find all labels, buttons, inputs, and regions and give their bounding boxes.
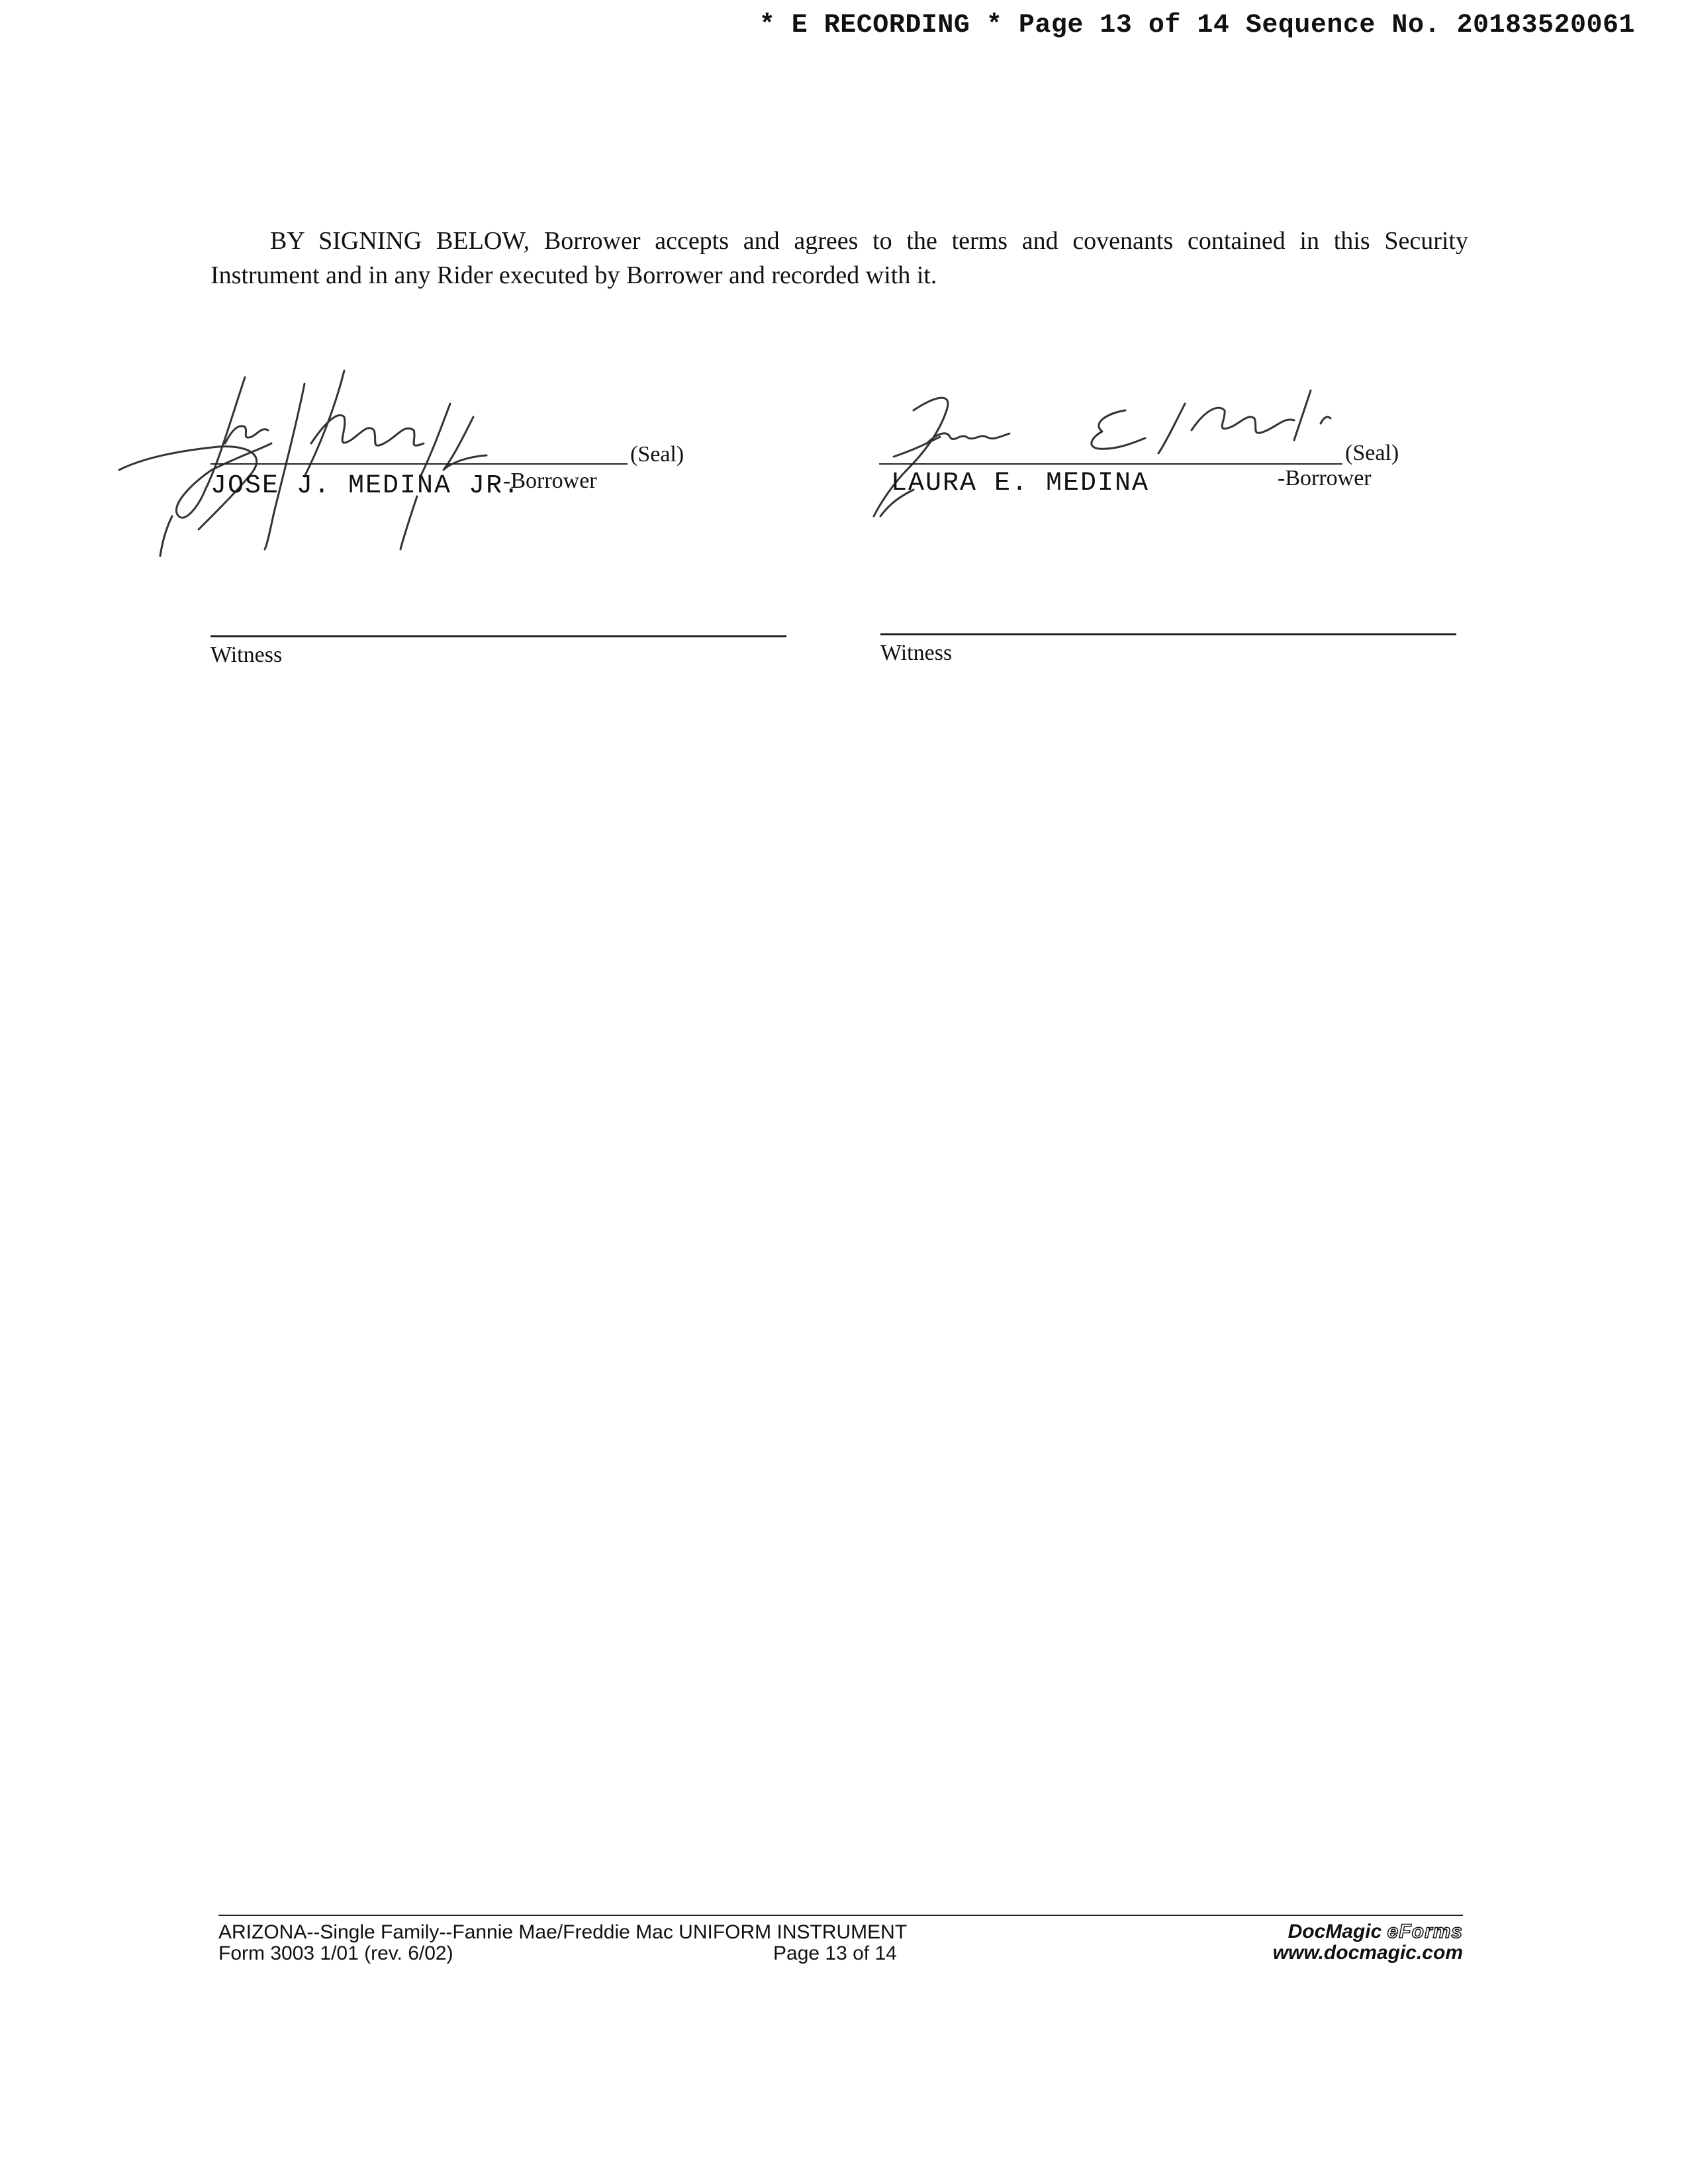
- borrower-signature-block-1: [106, 357, 702, 556]
- borrower-name-1: JOSE J. MEDINA JR.: [211, 471, 521, 501]
- signing-statement: [211, 224, 1468, 293]
- witness-block-2: [880, 633, 1463, 666]
- handwritten-signature-1: [106, 357, 702, 556]
- brand-url: www.docmagic.com: [1272, 1942, 1463, 1964]
- signature-line-2: [879, 463, 1342, 465]
- seal-label-1: (Seal): [630, 442, 684, 467]
- borrower-name-2: LAURA E. MEDINA: [891, 469, 1150, 498]
- footer-page-number: Page 13 of 14: [773, 1942, 897, 1964]
- signing-statement-line-2: Instrument and in any Rider executed by Borrower and recorded with it.: [211, 261, 937, 289]
- footer-form-number: Form 3003 1/01 (rev. 6/02): [218, 1942, 453, 1964]
- borrower-role-1: -Borrower: [503, 469, 597, 493]
- witness-block-1: [211, 635, 793, 668]
- witness-label-2: Witness: [880, 641, 953, 665]
- brand-name: DocMagic: [1288, 1921, 1382, 1942]
- page-footer: [218, 1915, 1463, 1969]
- brand-eforms-logo: eForms: [1387, 1921, 1463, 1942]
- witness-label-1: Witness: [211, 643, 283, 667]
- footer-brand: [1273, 1921, 1463, 1964]
- footer-instrument-title: ARIZONA--Single Family--Fannie Mae/Freddie Mac UNIFORM INSTRUMENT: [218, 1921, 908, 1943]
- witness-line-2: [880, 633, 1456, 635]
- recording-stamp: * E RECORDING * Page 13 of 14 Sequence No. 20183520061: [759, 11, 1635, 40]
- brand-logo: [1273, 1921, 1463, 1942]
- signing-statement-line-1: BY SIGNING BELOW, Borrower accepts and agrees to the terms and covenants contained in this Security: [270, 227, 1468, 255]
- borrower-signature-block-2: [854, 371, 1450, 569]
- signature-line-1: [211, 463, 628, 465]
- witness-line-1: [211, 635, 786, 637]
- borrower-role-2: -Borrower: [1278, 466, 1372, 490]
- seal-label-2: (Seal): [1345, 441, 1399, 465]
